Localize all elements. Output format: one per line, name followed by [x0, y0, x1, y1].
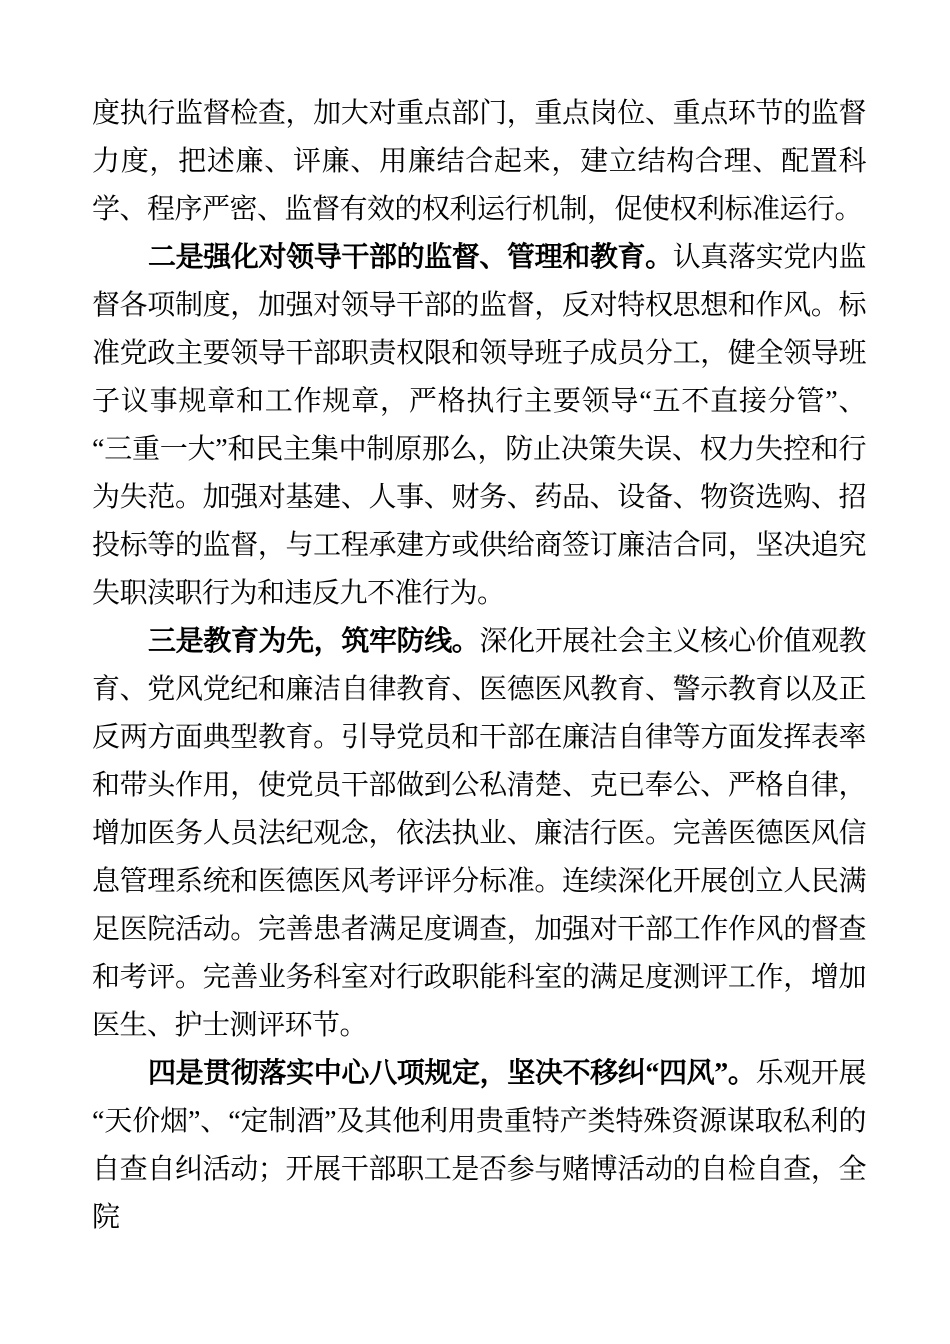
- paragraph-text: 深化开展社会主义核心价值观教育、党风党纪和廉洁自律教育、医德医风教育、警示教育以及正反两方面典型教育。引导党员和干部在廉洁自律等方面发挥表率和带头作用，使党员干部做到公私清楚、克已奉公、严格自律，增加医务人员法纪观念，依法执业、廉洁行医。完善医德医风信息管理系统和医德医风考评评分标准。连续深化开展创立人民满足医院活动。完善患者满足度调查，加强对干部工作作风的督查和考评。完善业务科室对行政职能科室的满足度测评工作，增加医生、护士测评环节。: [92, 626, 866, 1041]
- paragraph-text: 度执行监督检查，加大对重点部门，重点岗位、重点环节的监督力度，把述廉、评廉、用廉结合起来，建立结构合理、配置科学、程序严密、监督有效的权利运行机制，促使权利标准运行。: [92, 98, 866, 225]
- paragraph-lead-bold: 四是贯彻落实中心八项规定，坚决不移纠“四风”。: [148, 1058, 756, 1089]
- para-continuation: [92, 90, 866, 234]
- paragraph-text: 认真落实党内监督各项制度，加强对领导干部的监督，反对特权思想和作风。标准党政主要领导干部职责权限和领导班子成员分工，健全领导班子议事规章和工作规章，严格执行主要领导“五不直接分管”、“三重一大”和民主集中制原那么，防止决策失误、权力失控和行为失范。加强对基建、人事、财务、药品、设备、物资选购、招投标等的监督，与工程承建方或供给商签订廉洁合同，坚决追究失职渎职行为和违反九不准行为。: [92, 242, 866, 609]
- para-point-three: [92, 618, 866, 1050]
- para-point-four: [92, 1050, 866, 1242]
- document-body: [92, 90, 866, 1242]
- para-point-two: [92, 234, 866, 618]
- paragraph-lead-bold: 二是强化对领导干部的监督、管理和教育。: [148, 242, 673, 273]
- paragraph-lead-bold: 三是教育为先，筑牢防线。: [148, 626, 480, 657]
- paragraph-text: 乐观开展“天价烟”、“定制酒”及其他利用贵重特产类特殊资源谋取私利的自查自纠活动；开展干部职工是否参与赌博活动的自检自查，全院: [92, 1058, 866, 1233]
